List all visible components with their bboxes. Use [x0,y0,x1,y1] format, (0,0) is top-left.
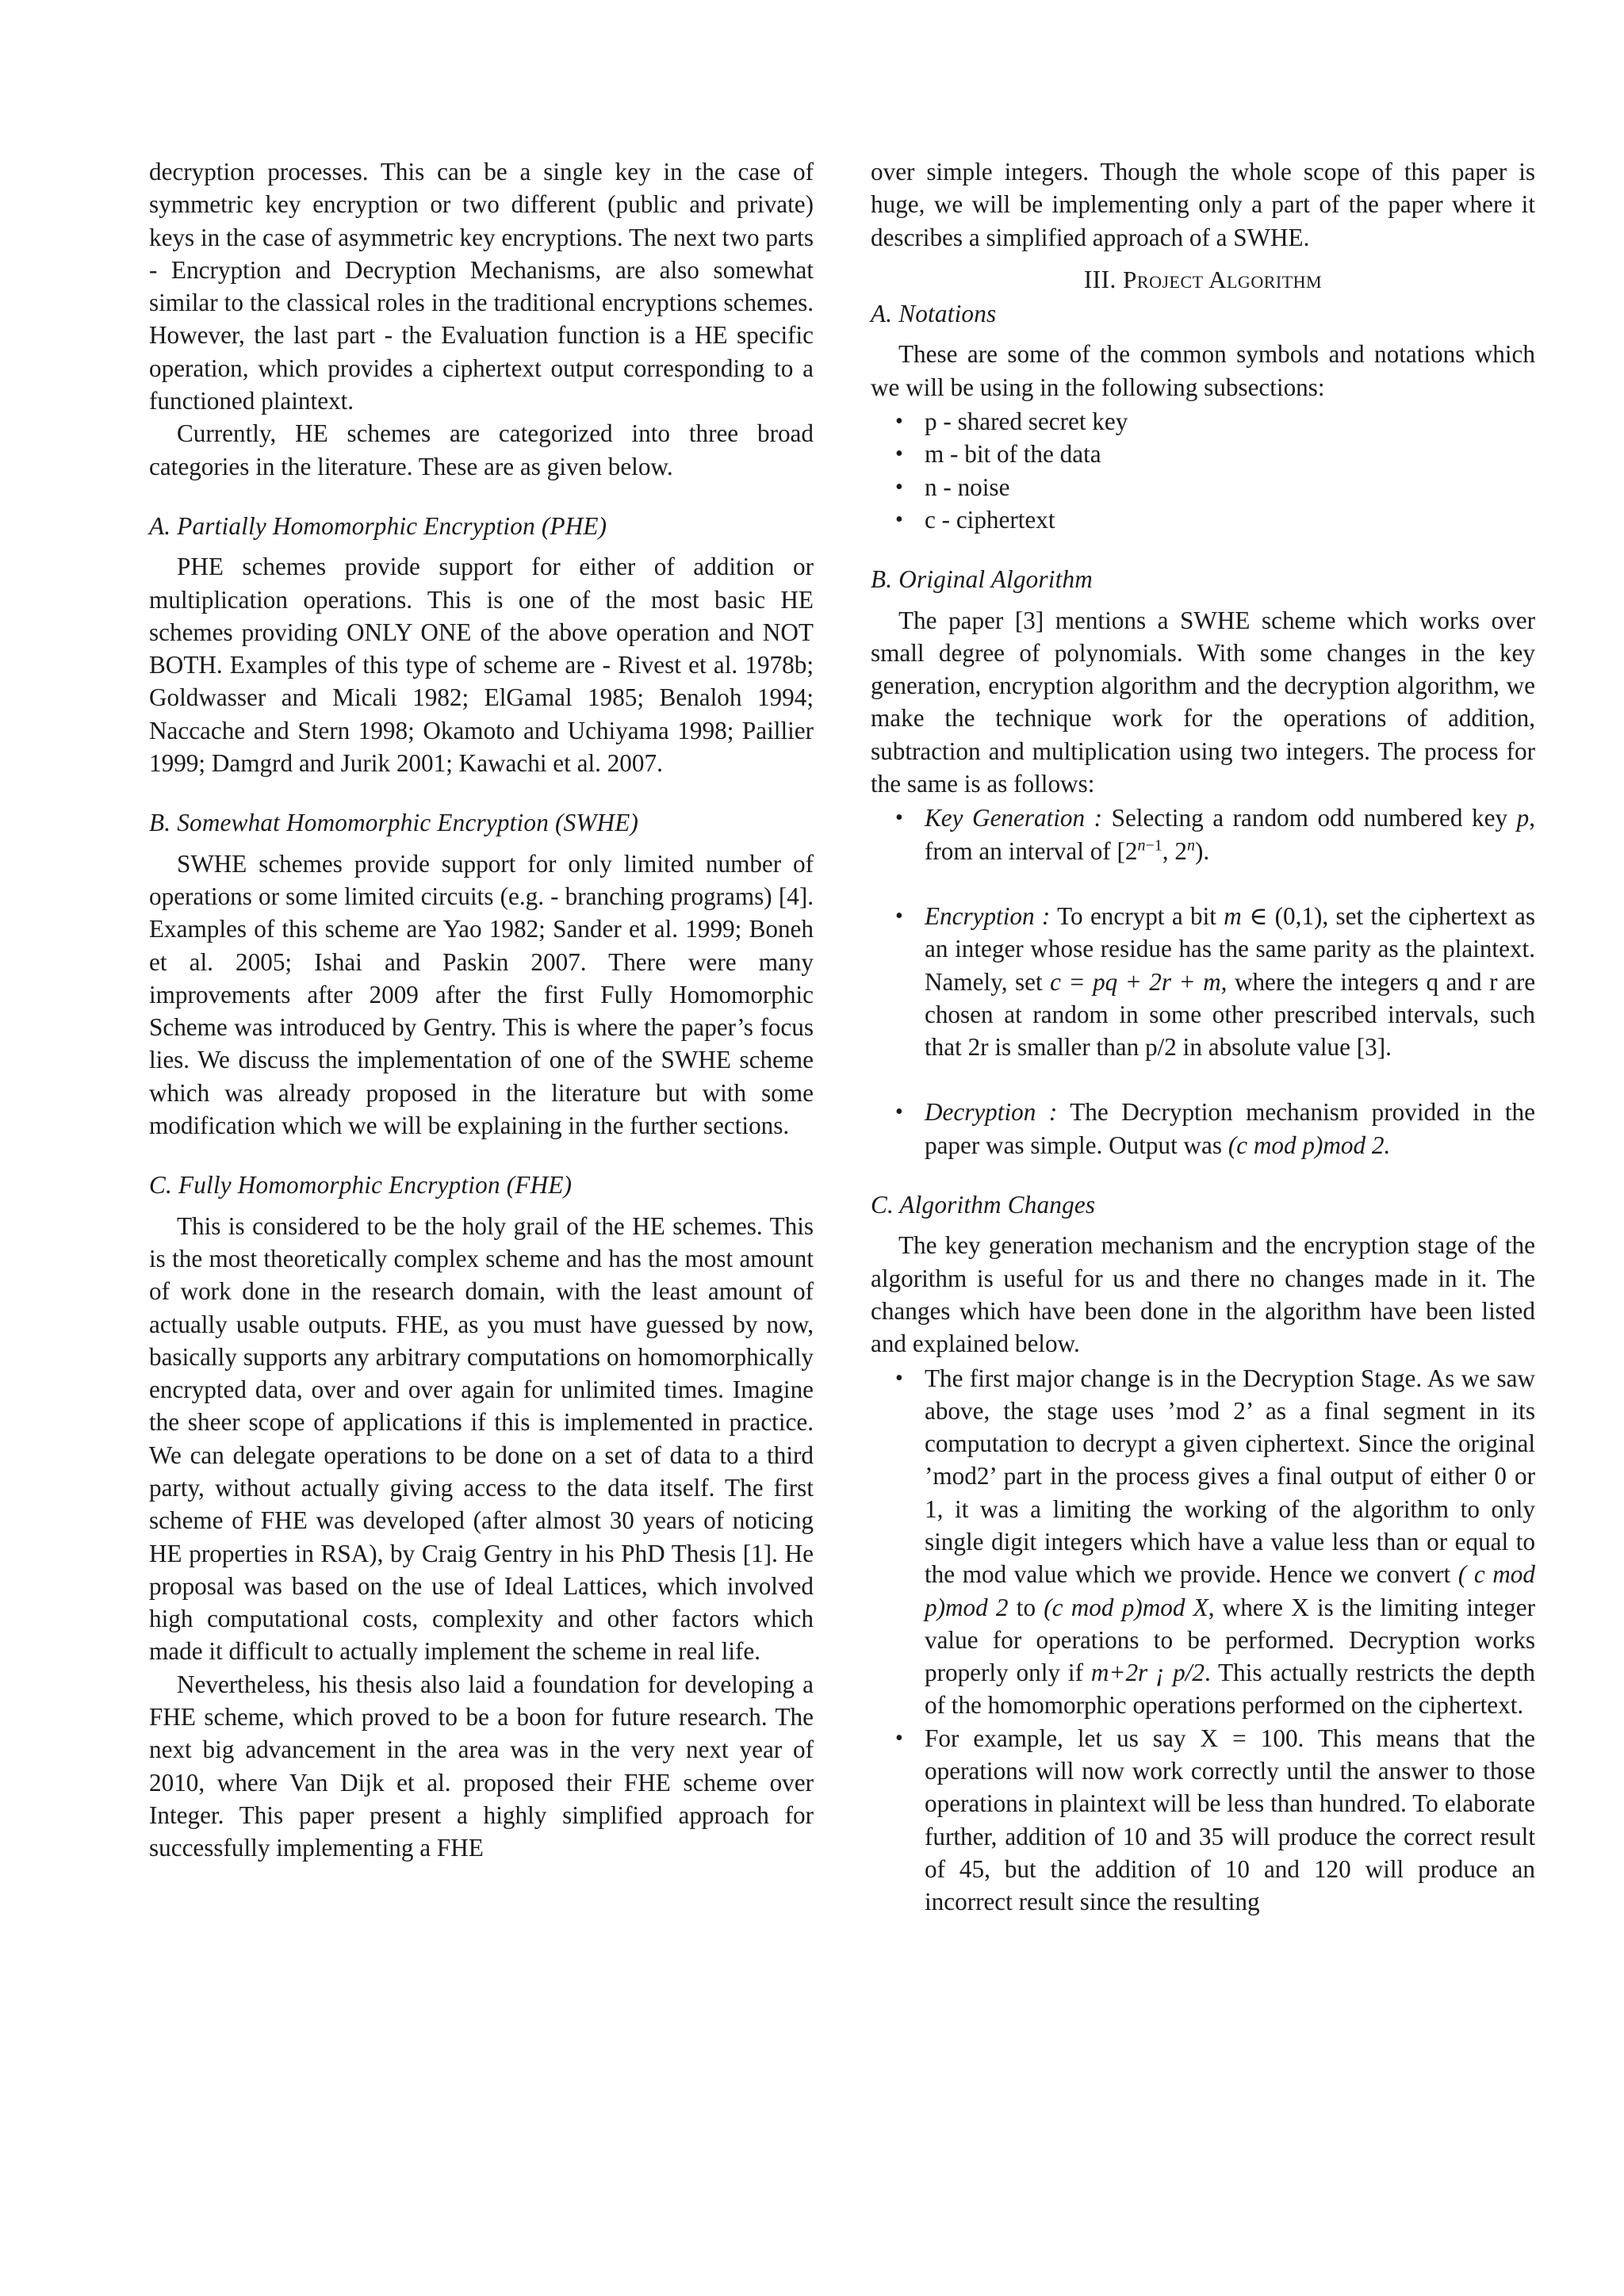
math-var: p [1516,804,1530,832]
section-name: Project Algorithm [1123,265,1323,293]
math-var: m [1224,901,1242,930]
list-item: • p - shared secret key [871,405,1535,438]
change-text: , where X is the limiting integer value for operations to be performed. Decryption works properly only if [925,1593,1535,1687]
paragraph-notations: These are some of the common symbols and notations which we will be using in the following subsections: [871,340,1535,401]
paragraph-swhe: SWHE schemes provide support for only limited number of operations or some limited circuits (e.g. - branching programs) [4]. Examples of this scheme are Yao 1982; Sander et al. 1999; Boneh et al. 2005; Ishai and Paskin 2007. There were many improvements after 2009 after the first Fully Homomorphic Scheme was introduced by Gentry. This is where the paper’s focus lies. We discuss the implementation of one of the SWHE scheme which was already proposed in the literature but with some modification which we will be explaining in the further sections. [149,849,814,1140]
list-item: • m - bit of the data [871,438,1535,470]
algorithm-steps-list [871,802,1535,1161]
subsection-title-original-algorithm: B. Original Algorithm [871,565,1093,594]
paragraph-phe: PHE schemes provide support for either of addition or multiplication operations. This is one of the most basic HE schemes providing ONLY ONE of the above operation and NOT BOTH. Examples of this type of scheme are - Rivest et al. 1978b; Goldwasser and Micali 1982; ElGamal 1985; Benaloh 1994; Naccache and Stern 1998; Okamoto and Uchiyama 1998; Paillier 1999; Damgrd and Jurik 2001; Kawachi et al. 2007. [149,553,814,778]
section-title [871,263,1535,296]
step-text: , from an interval of [925,804,1536,865]
step-text: Selecting a random odd numbered key [1111,804,1508,832]
list-item-encryption [871,900,1535,1063]
section-number: III. [1083,265,1116,293]
math-formula: (c mod p)mod X [1044,1593,1208,1621]
change-text: The first major change is in the Decryption Stage. As we saw above, the stage uses ’mod 2’ as a final segment in its computation to decrypt a given ciphertext. Since the original ’mod2’ part in the process gives a final output of either 0 or 1, it was a limiting the working of the algorithm to only single digit integers which have a value less than or equal to the mod value which we provide. Hence we convert [925,1364,1535,1589]
list-item-change-1 [871,1362,1535,1722]
list-item: • c - ciphertext [871,503,1535,536]
paper-page [149,155,1535,1919]
math-formula: ( c mod p)mod 2 [925,1560,1535,1621]
paragraph-algorithm-changes: The key generation mechanism and the encryption stage of the algorithm is useful for us and there no changes made in it. The changes which have been done in the algorithm have been listed and explained below. [871,1231,1535,1358]
interval-formula: [$2^{n-1}$, 2$^n$). [1116,836,1210,865]
subsection-title-fhe: C. Fully Homomorphic Encryption (FHE) [149,1171,573,1200]
change-text: to [1016,1593,1036,1621]
list-item: • n - noise [871,471,1535,503]
step-text: ∈ (0,1), set the ciphertext as an integer whose residue has the same parity as the plaintext. Namely, set [925,901,1536,996]
step-label: Key Generation : [925,804,1103,832]
paragraph: over simple integers. Though the whole scope of this paper is huge, we will be implementing only a part of the paper where it describes a simplified approach of a SWHE. [871,158,1535,251]
math-formula: m+2r ¡ p/2 [1090,1659,1205,1687]
paragraph-fhe-2: Nevertheless, his thesis also laid a foundation for developing a FHE scheme, which proved to be a boon for future research. The next big advancement in the area was in the very next year of 2010, where Van Dijk et al. proposed their FHE scheme over Integer. This paper present a highly simplified approach for successfully implementing a FHE [149,1670,814,1862]
list-item-change-2: • For example, let us say X = 100. This means that the operations will now work correctly until the answer to those operations in plaintext will be less than hundred. To elaborate further, addition of 10 and 35 will produce the correct result of 45, but the addition of 10 and 120 will produce an incorrect result since the resulting [871,1722,1535,1919]
paragraph-original-algorithm: The paper [3] mentions a SWHE scheme which works over small degree of polynomials. With some changes in the key generation, encryption algorithm and the decryption algorithm, we make the technique work for the operations of addition, subtraction and multiplication using two integers. The process for the same is as follows: [871,606,1535,798]
change-text: . This actually restricts the depth of the homomorphic operations performed on the ciphertext. [925,1659,1536,1720]
step-label: Decryption : [925,1098,1058,1127]
paragraph-fhe: This is considered to be the holy grail of the HE schemes. This is the most theoretically complex scheme and has the most amount of work done in the research domain, with the least amount of actually usable outputs. FHE, as you must have guessed by now, basically supports any arbitrary computations on homomorphically encrypted data, over and over again for unlimited times. Imagine the sheer scope of applications if this is implemented in practice. We can delegate operations to be done on a set of data to a third party, without actually giving access to the data itself. The first scheme of FHE was developed (after almost 30 years of noticing HE properties in RSA), by Craig Gentry in his PhD Thesis [1]. He proposal was based on the use of Ideal Lattices, which involved high computational costs, complexity and other factors which made it difficult to actually implement the scheme in real life. [149,1211,814,1666]
paragraph: decryption processes. This can be a single key in the case of symmetric key encryption or two different (public and private) keys in the case of asymmetric key encryptions. The next two parts - Encryption and Decryption Mechanisms, are also somewhat similar to the classical roles in the traditional encryptions schemes. However, the last part - the Evaluation function is a HE specific operation, which provides a ciphertext output corresponding to a functioned plaintext. [149,158,814,415]
right-column [871,155,1535,1919]
step-text: To encrypt a bit [1057,901,1216,930]
list-item-decryption [871,1096,1535,1161]
step-text: The Decryption mechanism provided in the paper was simple. Output was [925,1098,1535,1159]
math-formula: c = pq + 2r + m, [1050,967,1228,996]
step-text: where the integers q and r are chosen at random in some other prescribed intervals, such that 2r is smaller than p/2 in absolute value [3]. [925,967,1536,1062]
subsection-title-phe: A. Partially Homomorphic Encryption (PHE) [149,511,607,540]
changes-list [871,1362,1535,1919]
list-item-key-generation [871,802,1535,867]
subsection-title-swhe: B. Somewhat Homomorphic Encryption (SWHE) [149,809,639,837]
subsection-title-notations: A. Notations [871,300,997,328]
notation-list [871,405,1535,536]
subsection-title-algorithm-changes: C. Algorithm Changes [871,1191,1096,1219]
paragraph: Currently, HE schemes are categorized into three broad categories in the literature. These are as given below. [149,419,814,480]
math-formula: (c mod p)mod 2. [1228,1131,1391,1159]
step-label: Encryption : [925,901,1051,930]
left-column [149,155,814,1919]
